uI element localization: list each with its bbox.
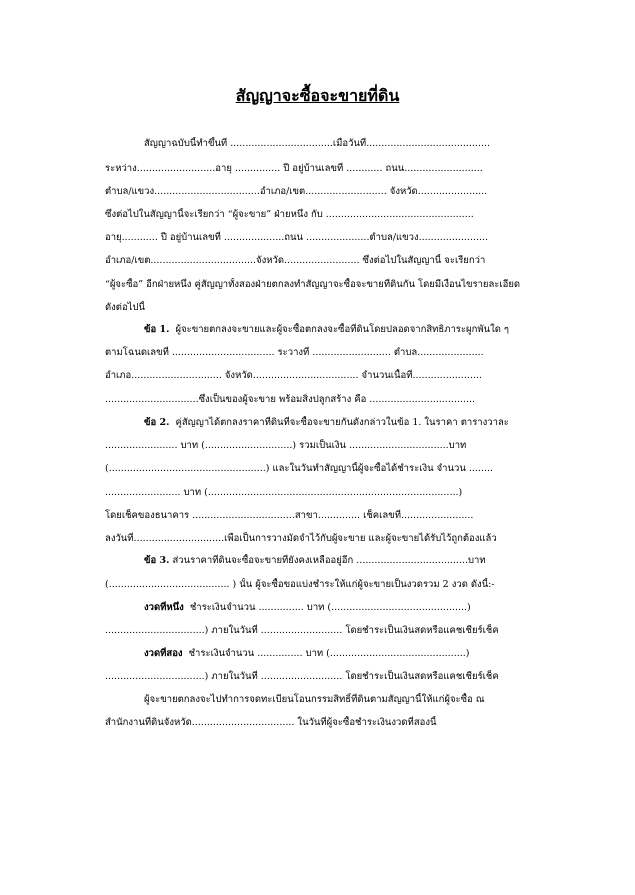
- installment-2-line: [144, 647, 575, 661]
- seller-info-line: ระหว่าง..........................อายุ ............... ปี อยู่บ้านเลขที่ ............ ถนน..........................: [105, 163, 483, 174]
- installments-line: (........................................ ) นั้น ผู้จะซื้อขอแบ่งชำระให้แก่ผู้จะขายเป็นงวดรวม 2 งวด ดังนี้:-: [105, 579, 495, 590]
- clause-3-text: ส่วนราคาที่ดินจะซื้อจะขายที่ยังคงเหลืออยู่อีก .....................................บาท: [172, 555, 486, 566]
- installment-1-text: ชำระเงินจำนวน ............... บาท (.............................................): [189, 602, 471, 613]
- buyer-address-line: อำเภอ/เขต...................................จังหวัด......................... ซึ่งต่อไปในสัญญานี้ จะเรียกว่า: [105, 255, 486, 266]
- cheque-bank-line: โดยเช็คของธนาคาร ..................................สาขา.............. เช็คเลขที่........................: [105, 510, 474, 521]
- clause-3-line: [144, 554, 575, 568]
- clause-2-text: คู่สัญญาได้ตกลงราคาที่ดินที่จะซื้อจะขายกันดังกล่าวในข้อ 1. ในราคา ตารางวาละ: [175, 417, 509, 428]
- deed-number-line: ตามโฉนดเลขที่ .................................. ระวางที่ .......................... ตำบล......................: [105, 347, 484, 358]
- cheque-date-line: ลงวันที่..............................เพื่อเป็นการวางมัดจำไว้กับผู้จะขาย และผู้จะขายได้รับไว้ถูกต้องแล้ว: [105, 533, 497, 544]
- clause-1-text: ผู้จะขายตกลงจะขายและผู้จะซื้อตกลงจะซื้อที่ดินโดยปลอดจากสิทธิภาระผูกพันใด ๆ: [175, 324, 510, 335]
- clause-2-line: [144, 416, 575, 430]
- buyer-info-line: อายุ............ ปี อยู่บ้านเลขที่ ....................ถนน .....................ตำบล/แขวง.......................: [105, 232, 489, 243]
- installment-2-due-line: .................................) ภายในวันที่ ........................... โดยชำระเป็นเงินสดหรือแคชเชียร์เช็ค: [105, 671, 499, 682]
- installment-2-label: งวดที่สอง: [144, 648, 183, 659]
- seller-definition-line: ซึ่งต่อไปในสัญญานี้จะเรียกว่า “ผู้จะขาย” ฝ่ายหนึ่ง กับ .................................................: [105, 209, 474, 220]
- deed-location-line: อำเภอ.............................. จังหวัด................................... จำนวนเนื้อที่.......................: [105, 370, 482, 381]
- contract-place-line: สัญญาฉบับนี้ทำขึ้นที่ ..................................เมื่อวันที่.........................................: [144, 138, 491, 149]
- document-title: สัญญาจะซื้อจะขายที่ดิน: [235, 86, 400, 105]
- price-total-line: ........................ บาท (.............................) รวมเป็นเงิน .................................บาท: [105, 440, 467, 451]
- clause-1-label: ข้อ 1.: [144, 324, 170, 335]
- transfer-line: ผู้จะขายตกลงจะไปทำการจดทะเบียนโอนกรรมสิทธิ์ที่ดินตามสัญญานี้ให้แก่ผู้จะซื้อ ณ: [144, 694, 485, 705]
- installment-2-text: ชำระเงินจำนวน ............... บาท (.............................................): [188, 648, 470, 659]
- conditions-intro-line: ดังต่อไปนี้: [105, 302, 145, 313]
- land-office-line: สำนักงานที่ดินจังหวัด.................................. ในวันที่ผู้จะซื้อชำระเงินงวดที่สองนี้: [105, 717, 437, 728]
- deposit-amount-line: ......................... บาท (...................................................................................): [105, 487, 463, 498]
- installment-1-line: [144, 601, 575, 615]
- installment-1-due-line: .................................) ภายในวันที่ ........................... โดยชำระเป็นเงินสดหรือแคชเชียร์เช็ค: [105, 625, 499, 636]
- deposit-line: (....................................................) และในวันทำสัญญานี้ผู้จะซื้อได้ชำระเงิน จำนวน ........: [105, 463, 494, 474]
- clause-2-label: ข้อ 2.: [144, 417, 170, 428]
- clause-1-line: [144, 323, 575, 337]
- deed-owner-line: ...............................ซึ่งเป็นของผู้จะขาย พร้อมสิ่งปลูกสร้าง คือ ...................................: [105, 394, 475, 405]
- buyer-definition-line: “ผู้จะซื้อ” อีกฝ่ายหนึ่ง คู่สัญญาทั้งสองฝ่ายตกลงทำสัญญาจะซื้อจะขายที่ดินกัน โดยมีเงื่อนไขรายละเอียด: [105, 279, 521, 290]
- installment-1-label: งวดที่หนึ่ง: [144, 602, 184, 613]
- clause-3-label: ข้อ 3.: [144, 555, 170, 566]
- seller-address-line: ตำบล/แขวง...................................อำเภอ/เขต........................... จังหวัด.......................: [105, 186, 488, 197]
